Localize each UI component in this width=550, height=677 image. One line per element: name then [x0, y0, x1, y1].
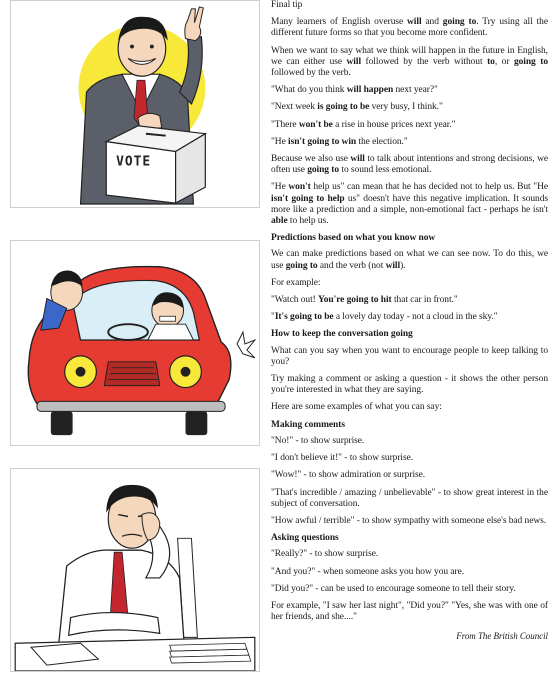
article-paragraph	[271, 436, 548, 447]
article-text	[271, 0, 548, 643]
article-paragraph	[271, 182, 548, 227]
bold-phrase: going to	[442, 17, 477, 28]
text-run: We can make predictions based on what we can see now. To do this, we use	[271, 249, 548, 271]
text-run: For example:	[271, 277, 321, 288]
text-run: a rise in house prices next year."	[332, 119, 456, 130]
text-run: "There	[271, 119, 299, 130]
bold-phrase: able	[271, 216, 288, 227]
section-heading	[271, 533, 548, 544]
text-run: "	[271, 312, 275, 323]
article-paragraph	[271, 278, 548, 289]
article-paragraph	[271, 516, 548, 527]
text-run: a lovely day today - not a cloud in the sky."	[333, 312, 498, 323]
article-paragraph	[271, 567, 548, 578]
text-run: help us" can mean that he has decided not to help us. But "He	[310, 182, 548, 193]
text-run: What can you say when you want to encourage people to keep talking to you?	[271, 345, 548, 367]
section-heading	[271, 420, 548, 431]
red-car-drawing	[11, 241, 259, 445]
text-run: Try making a comment or asking a question - it shows the other person you're interested in what they are saying.	[271, 374, 548, 396]
article-paragraph	[271, 17, 548, 39]
text-run: "Really?" - to show surprise.	[271, 549, 379, 560]
text-run: Predictions based on what you know now	[271, 233, 436, 244]
text-run: "No!" - to show surprise.	[271, 435, 365, 446]
bold-phrase: You're going to hit	[318, 295, 392, 306]
text-run: Here are some examples of what you can say:	[271, 402, 442, 413]
bold-phrase: to	[487, 56, 495, 67]
text-run: to talk about intentions and strong decisions, we often use	[271, 154, 548, 176]
text-run: Because we also use	[271, 154, 351, 165]
article-paragraph	[271, 453, 548, 464]
article-paragraph	[271, 470, 548, 481]
bold-phrase: will happen	[346, 85, 394, 96]
text-run: very busy, I think."	[369, 102, 443, 113]
bold-phrase: won't	[288, 182, 311, 193]
text-run: "Next week	[271, 102, 318, 113]
text-run: to sound less emotional.	[339, 165, 432, 176]
text-run: that car in front."	[391, 295, 458, 306]
bold-phrase: going to	[513, 56, 548, 67]
text-run: "How awful / terrible" - to show sympathy with someone else's bad news.	[271, 515, 547, 526]
illustration-thoughtful-man	[10, 468, 260, 672]
text-run: "Wow!" - to show admiration or surprise.	[271, 470, 426, 481]
bold-phrase: is going to be	[317, 102, 370, 113]
politician-voting-drawing	[11, 1, 259, 207]
bold-phrase: won't be	[298, 119, 333, 130]
text-run: "That's incredible / amazing / unbelievable" - to show great interest in the subject of conversation.	[271, 487, 548, 509]
text-run: Final tip	[271, 0, 303, 10]
text-run: Many learners of English overuse	[271, 17, 408, 28]
text-run: . Try using all the different future forms so that you become more confident.	[271, 17, 548, 39]
text-run: , or	[494, 56, 514, 67]
illustration-red-car	[10, 240, 260, 446]
text-run: and	[421, 17, 443, 28]
text-run: ).	[400, 260, 406, 271]
text-run: How to keep the conversation going	[271, 329, 413, 340]
bold-phrase: will	[407, 17, 422, 28]
text-run: When we want to say what we think will happen in the future in English, we can either use	[271, 45, 548, 67]
text-run: "What do you think	[271, 85, 347, 96]
ballot-box-label: VOTE	[116, 154, 152, 170]
thoughtful-man-drawing	[11, 469, 259, 671]
text-run: "He	[271, 136, 289, 147]
text-run: "He	[271, 182, 289, 193]
article-paragraph	[271, 402, 548, 413]
article-paragraph	[271, 154, 548, 176]
article-paragraph	[271, 346, 548, 368]
article-paragraph	[271, 249, 548, 271]
text-run: Making comments	[271, 419, 345, 430]
article-paragraph	[271, 312, 548, 323]
source-credit: From The British Council	[456, 631, 548, 642]
article-paragraph	[271, 85, 548, 96]
bold-phrase: It's going to be	[274, 312, 334, 323]
article-paragraph	[271, 549, 548, 560]
article-paragraph	[271, 584, 548, 595]
section-heading	[271, 233, 548, 244]
article-paragraph	[271, 46, 548, 80]
text-run: For example, "I saw her last night", "Did you?" "Yes, she was with one of her friends, and she...."	[271, 600, 548, 623]
article-paragraph	[271, 137, 548, 148]
text-run: "I don't believe it!" - to show surprise.	[271, 453, 414, 464]
bold-phrase: going to	[307, 165, 340, 176]
illustration-politician-voting	[10, 0, 260, 208]
text-run: to help us.	[287, 216, 329, 227]
article-paragraph	[271, 0, 548, 11]
text-run: followed by the verb.	[271, 68, 351, 79]
text-run: next year?"	[393, 85, 438, 96]
article-paragraph	[271, 601, 548, 623]
bold-phrase: going to	[285, 260, 318, 271]
text-run: the election."	[356, 136, 408, 147]
text-run: and the verb (not	[317, 260, 386, 271]
section-heading	[271, 329, 548, 340]
article-paragraph	[271, 374, 548, 396]
article-paragraph	[271, 295, 548, 306]
text-run: followed by the verb without	[361, 56, 488, 67]
text-run: "Watch out!	[271, 295, 319, 306]
article-paragraph	[271, 102, 548, 113]
bold-phrase: isn't going to help	[271, 193, 345, 204]
text-run: "Did you?" - can be used to encourage someone to tell their story.	[271, 583, 516, 594]
bold-phrase: will	[346, 56, 362, 67]
text-run: us" doesn't have this negative implication. It sounds more like a prediction and a simple, non-emotional fact - perhaps he isn't	[271, 193, 548, 215]
bold-phrase: isn't going to win	[288, 136, 357, 147]
article-paragraph	[271, 488, 548, 510]
text-run: Asking questions	[271, 533, 339, 544]
text-run: "And you?" - when someone asks you how you are.	[271, 566, 465, 577]
article-paragraph	[271, 120, 548, 131]
bold-phrase: will	[350, 154, 365, 165]
bold-phrase: will	[385, 260, 401, 271]
